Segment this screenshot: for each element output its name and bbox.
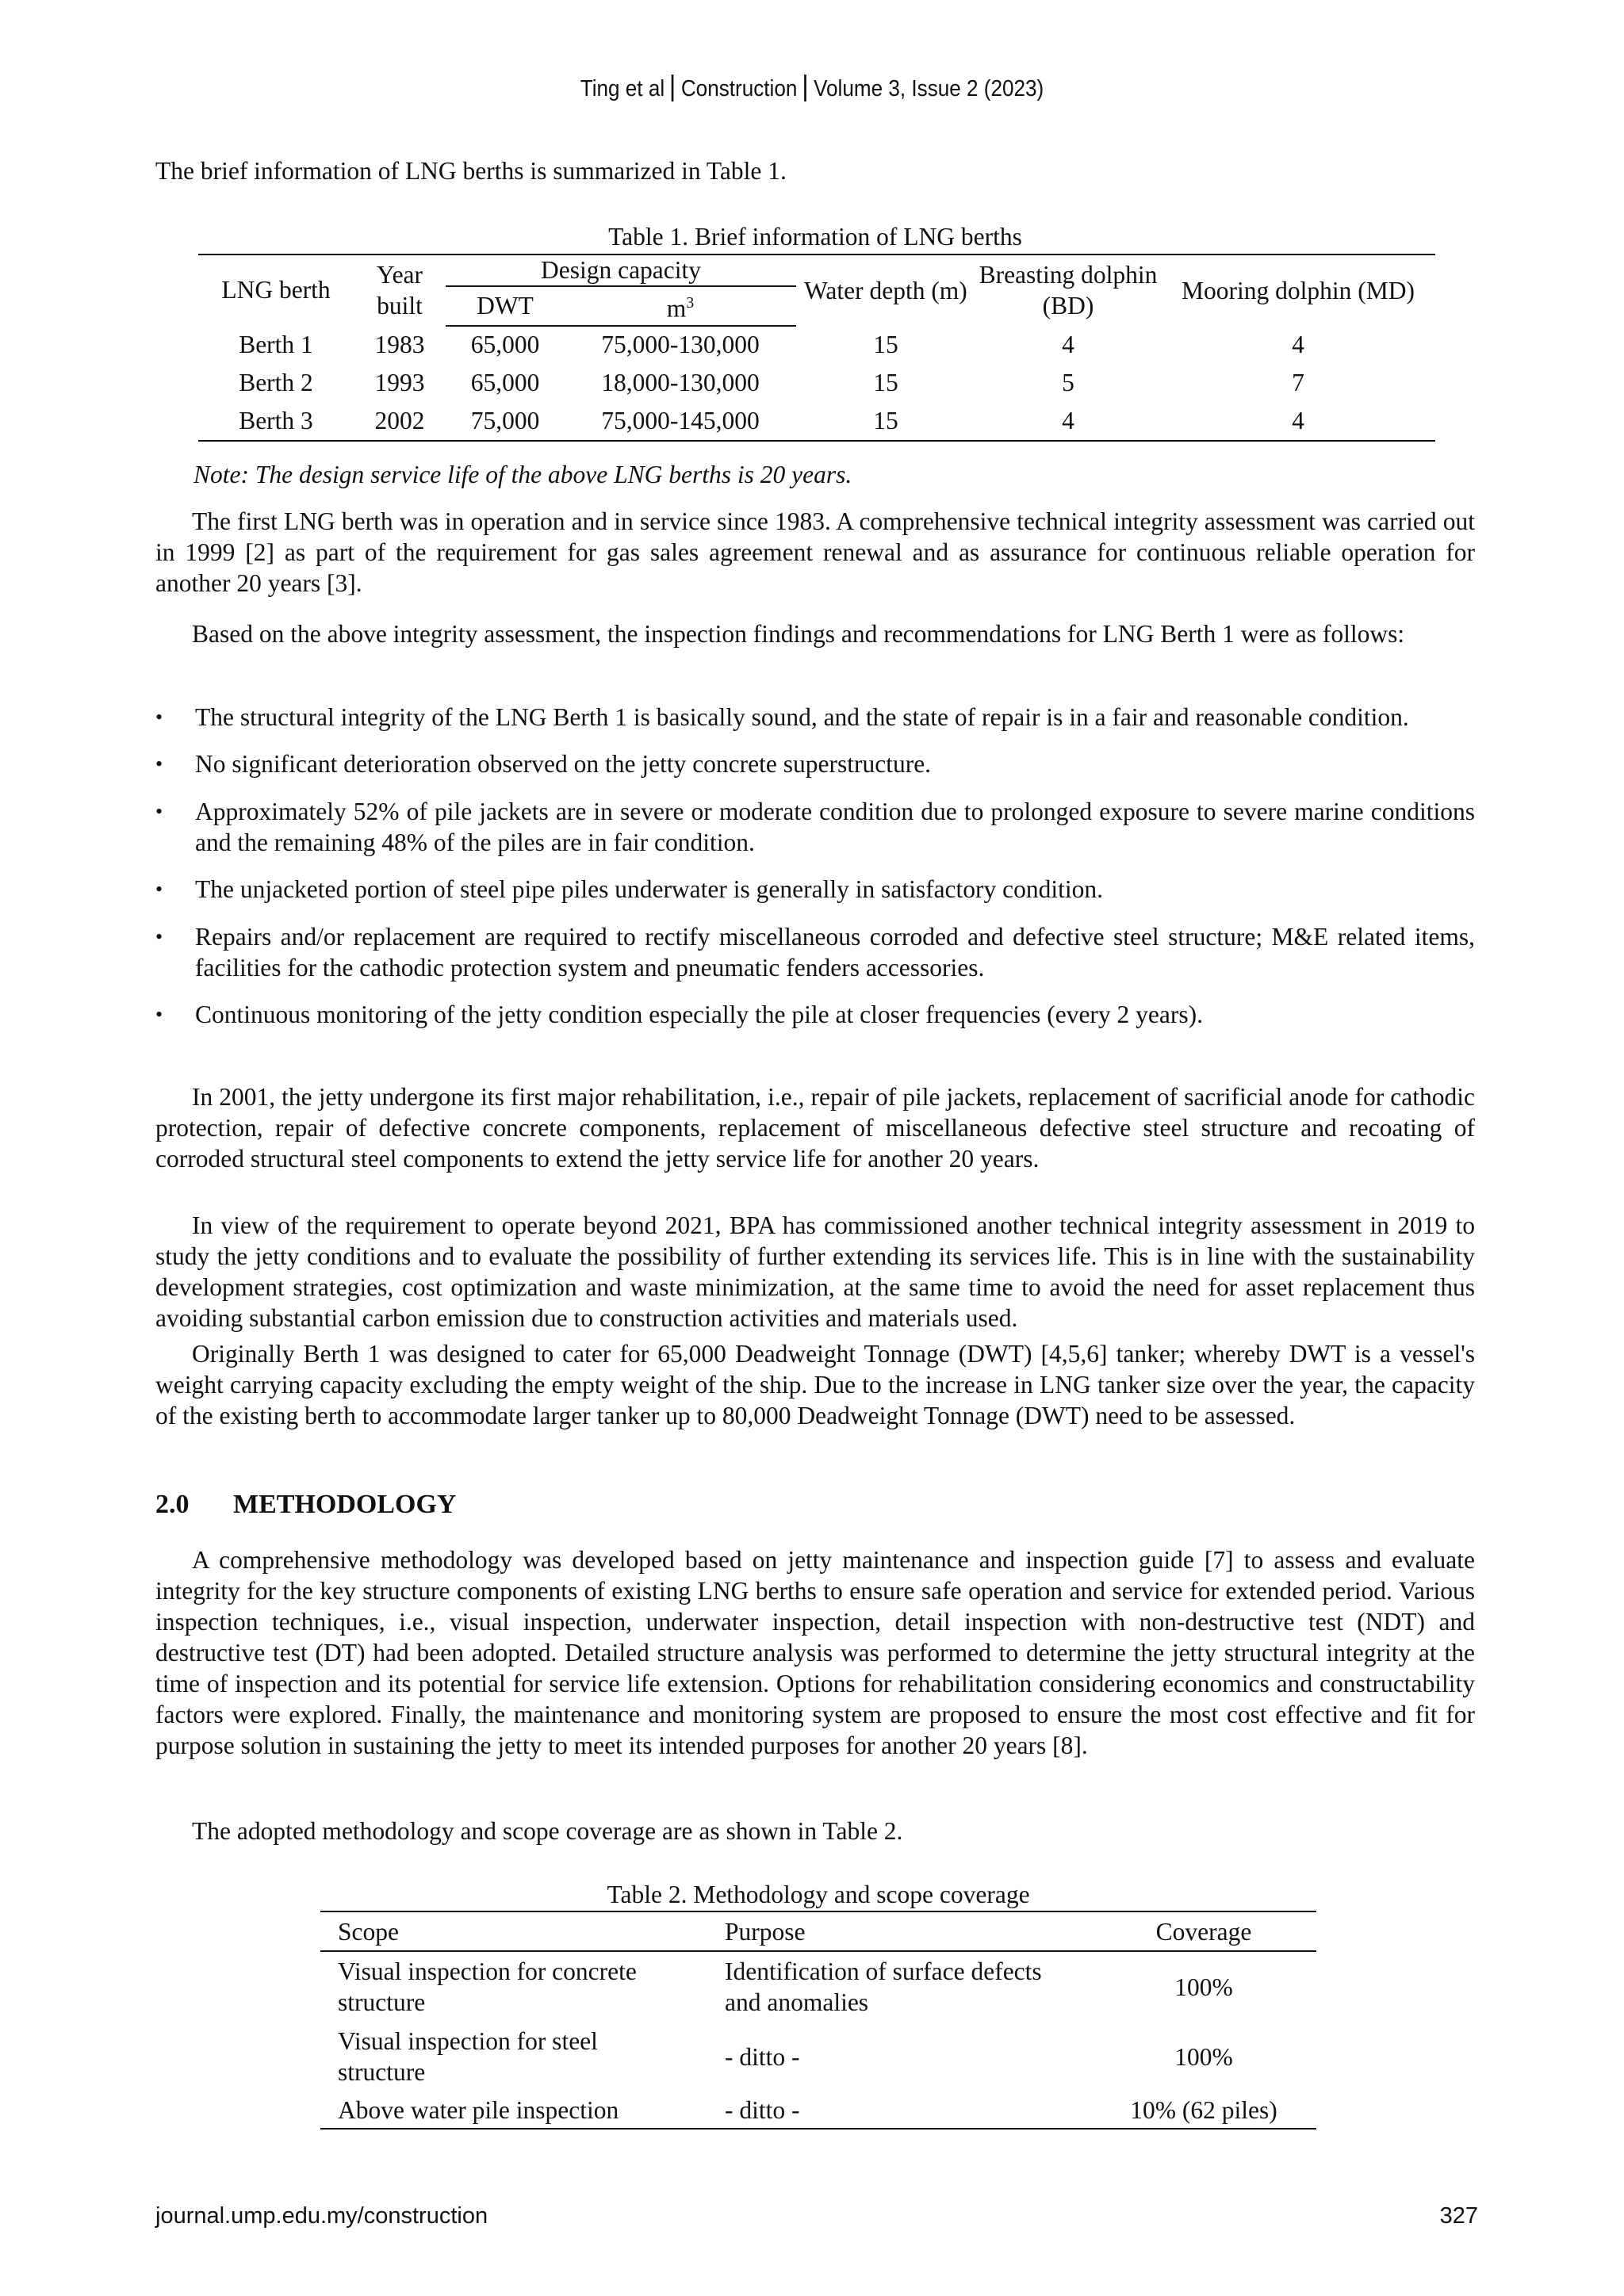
table1-cell-bd: 4 (975, 402, 1161, 441)
section-heading (155, 1489, 1475, 1520)
table1-note: Note: The design service life of the above LNG berths is 20 years. (193, 461, 852, 488)
paragraph: The adopted methodology and scope coverage are as shown in Table 2. (192, 1817, 903, 1845)
table1-header-mooring: Mooring dolphin (MD) (1161, 254, 1435, 326)
table1-cell-dwt: 65,000 (470, 368, 540, 396)
table-row (198, 402, 1435, 441)
table1-cell-berth: Berth 1 (239, 330, 313, 358)
header-separator (672, 75, 674, 101)
table1-header-breasting: Breasting dolphin (BD) (975, 254, 1161, 326)
table1-cell-md: 7 (1292, 368, 1304, 396)
bullet-glyph: • (155, 925, 163, 948)
list-item-text: No significant deterioration observed on the jetty concrete superstructure. (195, 750, 932, 778)
bullet-glyph: • (155, 752, 163, 775)
findings-list (155, 702, 1475, 1030)
list-item (155, 874, 1475, 905)
list-item-text: Approximately 52% of pile jackets are in severe or moderate condition due to prolonged exposure to severe marine conditions and the remaining 48% of the piles are in fair condition. (195, 798, 1475, 856)
table1-header-design-capacity: Design capacity (446, 254, 796, 286)
table1 (198, 254, 1435, 442)
section-number: 2.0 (155, 1490, 190, 1519)
table2 (320, 1911, 1316, 2130)
table2-cell-coverage: 10% (62 piles) (1091, 2091, 1316, 2129)
paragraph: In 2001, the jetty undergone its first major rehabilitation, i.e., repair of pile jackets, replacement of sacrificial anode for cathodic protection, repair of defective concrete components, replacement of miscellaneous defective steel structure and recoating of corroded structural steel components to extend the jetty service life for another 20 years. (155, 1083, 1475, 1173)
bullet-glyph: • (155, 878, 163, 901)
list-item-text: Repairs and/or replacement are required to rectify miscellaneous corroded and defective steel structure; M&E related items, facilities for the cathodic protection system and pneumatic fenders accessories. (195, 923, 1475, 982)
table-row (320, 2091, 1316, 2129)
table2-header-scope: Scope (320, 1911, 707, 1951)
table1-cell-m3: 75,000-145,000 (565, 402, 796, 441)
table1-cell-depth: 15 (873, 330, 898, 358)
header-journal: Construction (680, 76, 798, 101)
table1-cell-dwt: 65,000 (470, 331, 540, 358)
table1-cell-dwt: 75,000 (446, 402, 565, 441)
table1-header-m3 (565, 286, 796, 326)
list-item (155, 999, 1475, 1030)
table2-cell-purpose: - ditto - (725, 2042, 800, 2071)
table1-cell-year: 1983 (374, 330, 425, 358)
table-row (198, 364, 1435, 402)
table2-cell-coverage: 100% (1174, 2042, 1233, 2071)
table1-cell-berth: Berth 2 (239, 368, 313, 396)
table1-cell-md: 4 (1292, 330, 1304, 358)
paragraph: The first LNG berth was in operation and in service since 1983. A comprehensive technical integrity assessment was carried out in 1999 [2] as part of the requirement for gas sales agreement renewal and as assurance for continuous reliable operation for another 20 years [3]. (155, 507, 1475, 597)
table1-header-m3-text: m (666, 294, 687, 323)
table2-cell-scope: Visual inspection for concrete structure (338, 1957, 637, 2016)
table-row (320, 2022, 1316, 2091)
table1-cell-m3: 18,000-130,000 (601, 368, 760, 396)
section-title: METHODOLOGY (233, 1490, 457, 1519)
list-item-text: The unjacketed portion of steel pipe piles underwater is generally in satisfactory condition. (195, 875, 1104, 903)
table-row (320, 1951, 1316, 2022)
paragraph: A comprehensive methodology was developed based on jetty maintenance and inspection guide [7] to assess and evaluate integrity for the key structure components of existing LNG berths to ensure safe operation and service for extended period. Various inspection techniques, i.e., visual inspection, underwater inspection, detail inspection with non-destructive test (NDT) and destructive test (DT) had been adopted. Detailed structure analysis was performed to determine the jetty structural integrity at the time of inspection and its potential for service life extension. Options for rehabilitation considering economics and constructability factors were explored. Finally, the maintenance and monitoring system are proposed to ensure the most cost effective and fit for purpose solution in sustaining the jetty to meet its intended purposes for another 20 years [8]. (155, 1546, 1475, 1759)
table1-header-water-depth: Water depth (m) (796, 254, 975, 326)
page-number: 327 (1439, 2203, 1478, 2229)
bullet-glyph: • (155, 706, 163, 729)
table1-header-row (198, 254, 1435, 286)
table1-cell-bd: 5 (1062, 368, 1074, 396)
table2-cell-scope: Visual inspection for steel structure (338, 2027, 598, 2086)
table1-header-dwt: DWT (446, 286, 565, 326)
footer-url: journal.ump.edu.my/construction (155, 2203, 488, 2229)
list-item-text: Continuous monitoring of the jetty condition especially the pile at closer frequencies (every 2 years). (195, 1001, 1203, 1028)
table1-cell-depth: 15 (873, 368, 898, 396)
paragraph: Based on the above integrity assessment, the inspection findings and recommendations for LNG Berth 1 were as follows: (192, 620, 1405, 648)
list-item (155, 921, 1475, 983)
table-row (198, 326, 1435, 364)
table2-header-purpose: Purpose (707, 1911, 1091, 1951)
table1-header-m3-sup: 3 (686, 294, 695, 312)
table1-caption: Table 1. Brief information of LNG berths (608, 223, 1022, 251)
bullet-glyph: • (155, 800, 163, 823)
list-item (155, 702, 1475, 733)
table1-header-year: Year built (354, 254, 446, 326)
table2-cell-purpose: - ditto - (707, 2091, 1091, 2129)
table1-cell-m3: 75,000-130,000 (601, 331, 760, 358)
table1-cell-depth: 15 (796, 402, 975, 441)
table2-cell-purpose: Identification of surface defects and anomalies (725, 1957, 1042, 2016)
table2-caption: Table 2. Methodology and scope coverage (607, 1881, 1030, 1908)
paragraph: Originally Berth 1 was designed to cater for 65,000 Deadweight Tonnage (DWT) [4,5,6] tanker; whereby DWT is a vessel's weight carrying capacity excluding the empty weight of the ship. Due to the increase in LNG tanker size over the year, the capacity of the existing berth to accommodate larger tanker up to 80,000 Deadweight Tonnage (DWT) need to be assessed. (155, 1340, 1475, 1429)
list-item (155, 796, 1475, 858)
list-item (155, 748, 1475, 779)
header-authors: Ting et al (580, 76, 665, 101)
running-header (81, 75, 1542, 102)
table1-cell-berth: Berth 3 (198, 402, 354, 441)
table1-cell-year: 1993 (374, 368, 425, 396)
list-item-text: The structural integrity of the LNG Berth 1 is basically sound, and the state of repair is in a fair and reasonable condition. (195, 703, 1409, 731)
table2-header-coverage: Coverage (1091, 1911, 1316, 1951)
table1-cell-year: 2002 (354, 402, 446, 441)
table1-header-berth: LNG berth (198, 254, 354, 326)
paragraph: In view of the requirement to operate beyond 2021, BPA has commissioned another technical integrity assessment in 2019 to study the jetty conditions and to evaluate the possibility of further extending its services life. This is in line with the sustainability development strategies, cost optimization and waste minimization, at the same time to avoid the need for asset replacement thus avoiding substantial carbon emission due to construction activities and materials used. (155, 1211, 1475, 1332)
table2-cell-scope: Above water pile inspection (320, 2091, 707, 2129)
header-separator (804, 75, 806, 101)
table2-cell-coverage: 100% (1174, 1973, 1233, 2001)
table1-cell-bd: 4 (1062, 330, 1074, 358)
bullet-glyph: • (155, 1003, 163, 1026)
table1-cell-md: 4 (1161, 402, 1435, 441)
intro-line: The brief information of LNG berths is summarized in Table 1. (155, 157, 787, 185)
header-volume: Volume 3, Issue 2 (2023) (814, 76, 1044, 101)
table2-header-row (320, 1911, 1316, 1951)
